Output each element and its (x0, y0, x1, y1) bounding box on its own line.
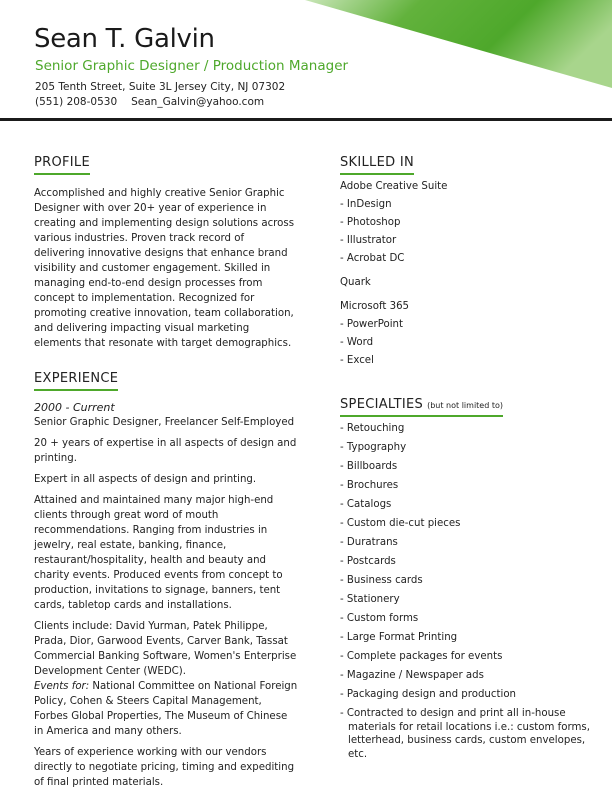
skill-group: Quark (340, 277, 371, 288)
address: 205 Tenth Street, Suite 3L Jersey City, NJ 07302 (35, 81, 286, 93)
skills-list (340, 178, 447, 370)
job-title: Senior Graphic Designer / Production Manager (35, 58, 349, 74)
profile-text: Accomplished and highly creative Senior Graphic Designer with over 20+ year of experience in creating and implementing design solutions across various industries. Proven track record of delivering innovative designs that enhance brand visibility and customer engagement. Skilled in managing end-to-end design processes from concept to implementation. Recognized for promoting creative innovation, team collaboration, and delivering impacting visual marketing elements that resonate with target demographics. (34, 188, 294, 349)
skill-item: - Word (340, 337, 374, 348)
skill-item: - Excel (340, 355, 374, 366)
experience-paragraph: Expert in all aspects of design and printing. (34, 474, 257, 485)
experience-heading: EXPERIENCE (34, 371, 118, 391)
candidate-name: Sean T. Galvin (34, 24, 215, 54)
experience-dates: 2000 - Current (34, 401, 115, 414)
events-label: Events for: (34, 681, 90, 692)
header-divider (0, 118, 612, 121)
experience-role: Senior Graphic Designer, Freelancer Self-Employed (34, 417, 295, 428)
specialty-item: - Brochures (340, 480, 399, 491)
specialty-item: - Duratrans (340, 537, 398, 548)
skill-item: - InDesign (340, 199, 392, 210)
skill-item: - Photoshop (340, 217, 401, 228)
profile-heading: PROFILE (34, 155, 90, 175)
clients-text: Clients include: David Yurman, Patek Philippe, Prada, Dior, Garwood Events, Carver Bank, Tassat Commercial Banking Software, Women's Enterprise Development Center (WEDC). (34, 621, 297, 677)
specialty-item: - Custom forms (340, 613, 419, 624)
specialty-item: - Large Format Printing (340, 632, 458, 643)
experience-section (34, 400, 298, 796)
skill-item: - Illustrator (340, 235, 397, 246)
specialty-item: - Catalogs (340, 499, 392, 510)
phone: (551) 208-0530 (35, 96, 118, 108)
specialties-title: SPECIALTIES (340, 397, 424, 412)
skill-item: - PowerPoint (340, 319, 404, 330)
specialty-item: - Retouching (340, 423, 405, 434)
specialty-item: - Packaging design and production (340, 689, 517, 700)
specialties-note: (but not limited to) (427, 401, 503, 410)
experience-paragraph: Attained and maintained many major high-end clients through great word of mouth recommendations. Ranging from industries in jewelry, real estate, banking, finance, restaurant/hospitality, health and beauty and charity events. Produced events from concept to production, invitations to signage, banners, tent cards, tabletop cards and installations. (34, 495, 283, 611)
skill-group: Adobe Creative Suite (340, 181, 448, 192)
skill-group: Microsoft 365 (340, 301, 410, 312)
contact-info (35, 80, 285, 110)
specialty-item: - Typography (340, 442, 407, 453)
profile-section (34, 186, 296, 357)
specialty-item: - Magazine / Newspaper ads (340, 670, 484, 681)
experience-paragraph: Years of experience working with our vendors directly to negotiate pricing, timing and expediting of final printed materials. (34, 747, 295, 788)
specialty-item: - Billboards (340, 461, 398, 472)
experience-paragraph: 20 + years of expertise in all aspects of design and printing. (34, 438, 297, 464)
events-text: National Committee on National Foreign Policy, Cohen & Steers Capital Management, Forbes Global Properties, The Museum of Chinese in America and many others. (34, 681, 298, 737)
specialty-item: - Business cards (340, 575, 423, 586)
specialty-item: - Complete packages for events (340, 651, 503, 662)
experience-clients (34, 619, 298, 739)
skill-item: - Acrobat DC (340, 253, 405, 264)
email: Sean_Galvin@yahoo.com (131, 96, 265, 108)
specialty-item: - Stationery (340, 594, 400, 605)
specialty-item: - Custom die-cut pieces (340, 518, 461, 529)
specialties-list (340, 422, 600, 767)
specialty-item: - Contracted to design and print all in-house materials for retail locations i.e.: custom forms, letterhead, business cards, custom envelopes, etc. (340, 708, 590, 760)
specialties-heading (340, 397, 503, 417)
specialty-item: - Postcards (340, 556, 396, 567)
skills-heading: SKILLED IN (340, 155, 414, 175)
